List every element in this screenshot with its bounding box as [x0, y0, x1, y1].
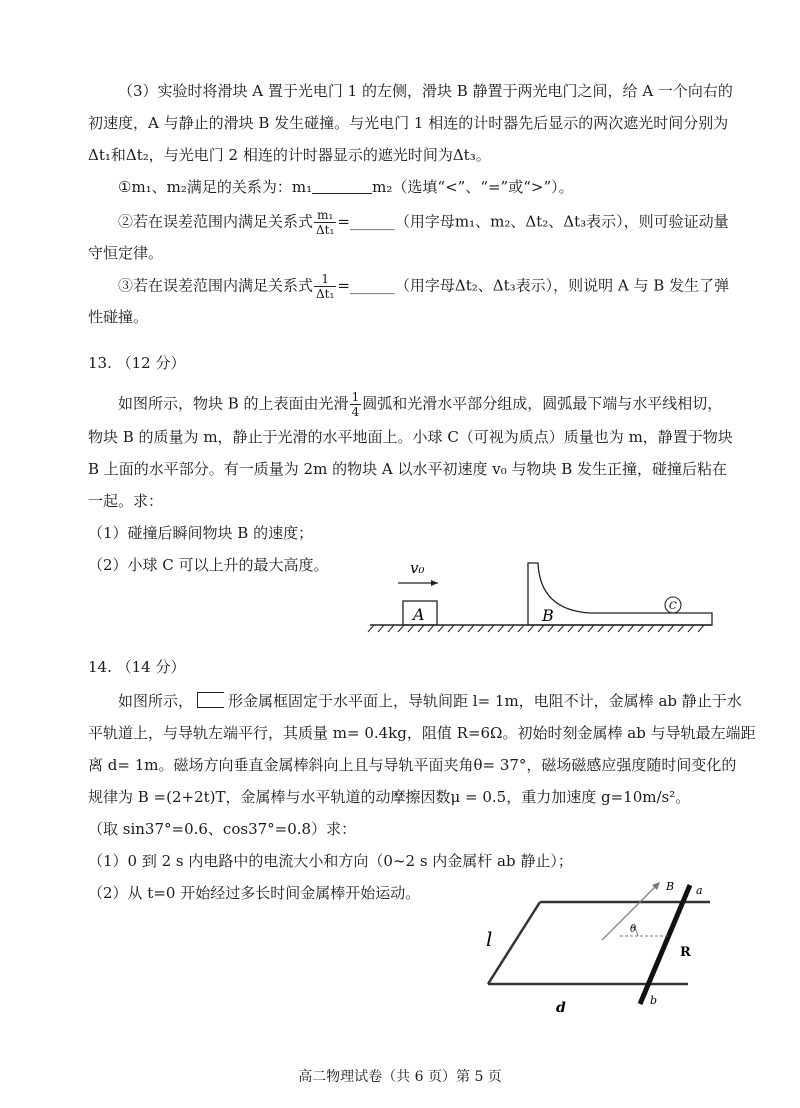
q13-line1-pre: 如图所示，物块 B 的上表面由光滑: [118, 394, 349, 413]
q14-line3: 离 d= 1m。磁场方向垂直金属棒斜向上且与导轨平面夹角θ= 37°，磁场磁感应强度随时间变化的: [88, 756, 737, 774]
velocity-arrowhead: [431, 580, 438, 586]
velocity-label: v₀: [410, 559, 425, 577]
q12-part3-line2: 初速度，A 与静止的滑块 B 发生碰撞。与光电门 1 相连的计时器先后显示的两次遮光时间分别为: [88, 114, 729, 132]
q14-line1: [118, 690, 742, 712]
distance-label: d: [556, 1000, 566, 1016]
q12-sub1: [118, 176, 574, 198]
fraction-denominator: Δt₁: [316, 287, 335, 301]
q13-header: 13. （12 分）: [88, 354, 186, 372]
q13-line2: 物块 B 的质量为 m，静止于光滑的水平地面上。小球 C（可视为质点）质量也为 m，静置于物块: [88, 428, 733, 446]
u-frame-icon: [197, 692, 224, 708]
q12-sub1-post: m₂（选填“<”、“=”或“>”）。: [372, 178, 574, 196]
fraction-numerator: 1: [351, 390, 360, 404]
rod-label-a: a: [696, 884, 703, 897]
ball-c-label: C: [669, 601, 677, 612]
fraction-numerator: 1: [314, 272, 336, 287]
rail-spacing-label: l: [486, 927, 493, 951]
fraction-denominator: 4: [351, 405, 360, 419]
block-a-label: A: [413, 605, 425, 624]
fraction-m1-over-dt1: [314, 208, 336, 237]
page-footer: 高二物理试卷（共 6 页）第 5 页: [298, 1069, 502, 1085]
b-field-label: B: [666, 880, 675, 893]
q12-part3-line3: Δt₁和Δt₂，与光电门 2 相连的计时器显示的遮光时间为Δt₃。: [88, 146, 491, 164]
q13-line4: 一起。求：: [88, 492, 164, 510]
ground-hatching: [368, 625, 704, 632]
q14-figure: [470, 870, 730, 1020]
q14-question2: （2）从 t=0 开始经过多长时间金属棒开始运动。: [88, 884, 421, 902]
q14-line1-post: 形金属框固定于水平面上，导轨间距 l= 1m，电阻不计，金属棒 ab 静止于水: [228, 692, 742, 710]
q12-sub2-post: =______（用字母m₁、m₂、Δt₂、Δt₃表示），则可验证动量: [337, 212, 729, 231]
q13-question1: （1）碰撞后瞬间物块 B 的速度；: [88, 524, 314, 542]
q12-sub3-pre: ③若在误差范围内满足关系式: [118, 276, 314, 295]
q13-question2: （2）小球 C 可以上升的最大高度。: [88, 556, 329, 574]
fraction-1-over-dt1: [314, 272, 336, 301]
answer-blank: [312, 177, 372, 194]
q14-question1: （1）0 到 2 s 内电路中的电流大小和方向（0~2 s 内金属杆 ab 静止）；: [88, 852, 573, 870]
rail-left: [488, 902, 540, 984]
q14-header: 14. （14 分）: [88, 658, 186, 676]
q12-sub3: [118, 272, 729, 301]
q12-part3-line1: （3）实验时将滑块 A 置于光电门 1 的左侧，滑块 B 静置于两光电门之间，给 A 一个向右的: [118, 82, 733, 100]
q12-sub1-pre: ①m₁、m₂满足的关系为：m₁: [118, 178, 313, 196]
block-b: [528, 563, 712, 625]
q12-sub3-post: =______（用字母Δt₂、Δt₃表示），则说明 A 与 B 发生了弹: [337, 276, 730, 295]
q13-line1-post: 圆弧和光滑水平部分组成，圆弧最下端与水平线相切，: [362, 394, 723, 413]
fraction-quarter: [350, 390, 362, 419]
q12-sub2: [118, 208, 729, 237]
q14-line2: 平轨道上，与导轨左端平行，其质量 m= 0.4kg，阻值 R=6Ω。初始时刻金属棒 ab 与导轨最左端距: [88, 724, 756, 742]
q12-sub2-pre: ②若在误差范围内满足关系式: [118, 212, 314, 231]
fraction-denominator: Δt₁: [316, 223, 335, 237]
q13-line3: B 上面的水平部分。有一质量为 2m 的物块 A 以水平初速度 v₀ 与物块 B 发生正撞，碰撞后粘在: [88, 460, 728, 478]
rod-label-b: b: [650, 994, 658, 1007]
fraction-numerator: m₁: [314, 208, 336, 223]
q14-line4: 规律为 B =(2+2t)T，金属棒与水平轨道的动摩擦因数μ = 0.5，重力加速度 g=10m/s²。: [88, 788, 691, 806]
q12-sub3-line2: 性碰撞。: [88, 308, 149, 326]
resistance-label: R: [680, 945, 691, 960]
q12-sub2-line2: 守恒定律。: [88, 244, 164, 262]
angle-label: θ: [630, 924, 637, 935]
block-b-label: B: [542, 606, 554, 625]
q13-figure: [360, 555, 720, 635]
q14-line1-pre: 如图所示，: [118, 692, 194, 710]
q14-line5: （取 sin37°=0.6、cos37°=0.8）求：: [88, 820, 357, 838]
q13-line1: [118, 390, 722, 419]
